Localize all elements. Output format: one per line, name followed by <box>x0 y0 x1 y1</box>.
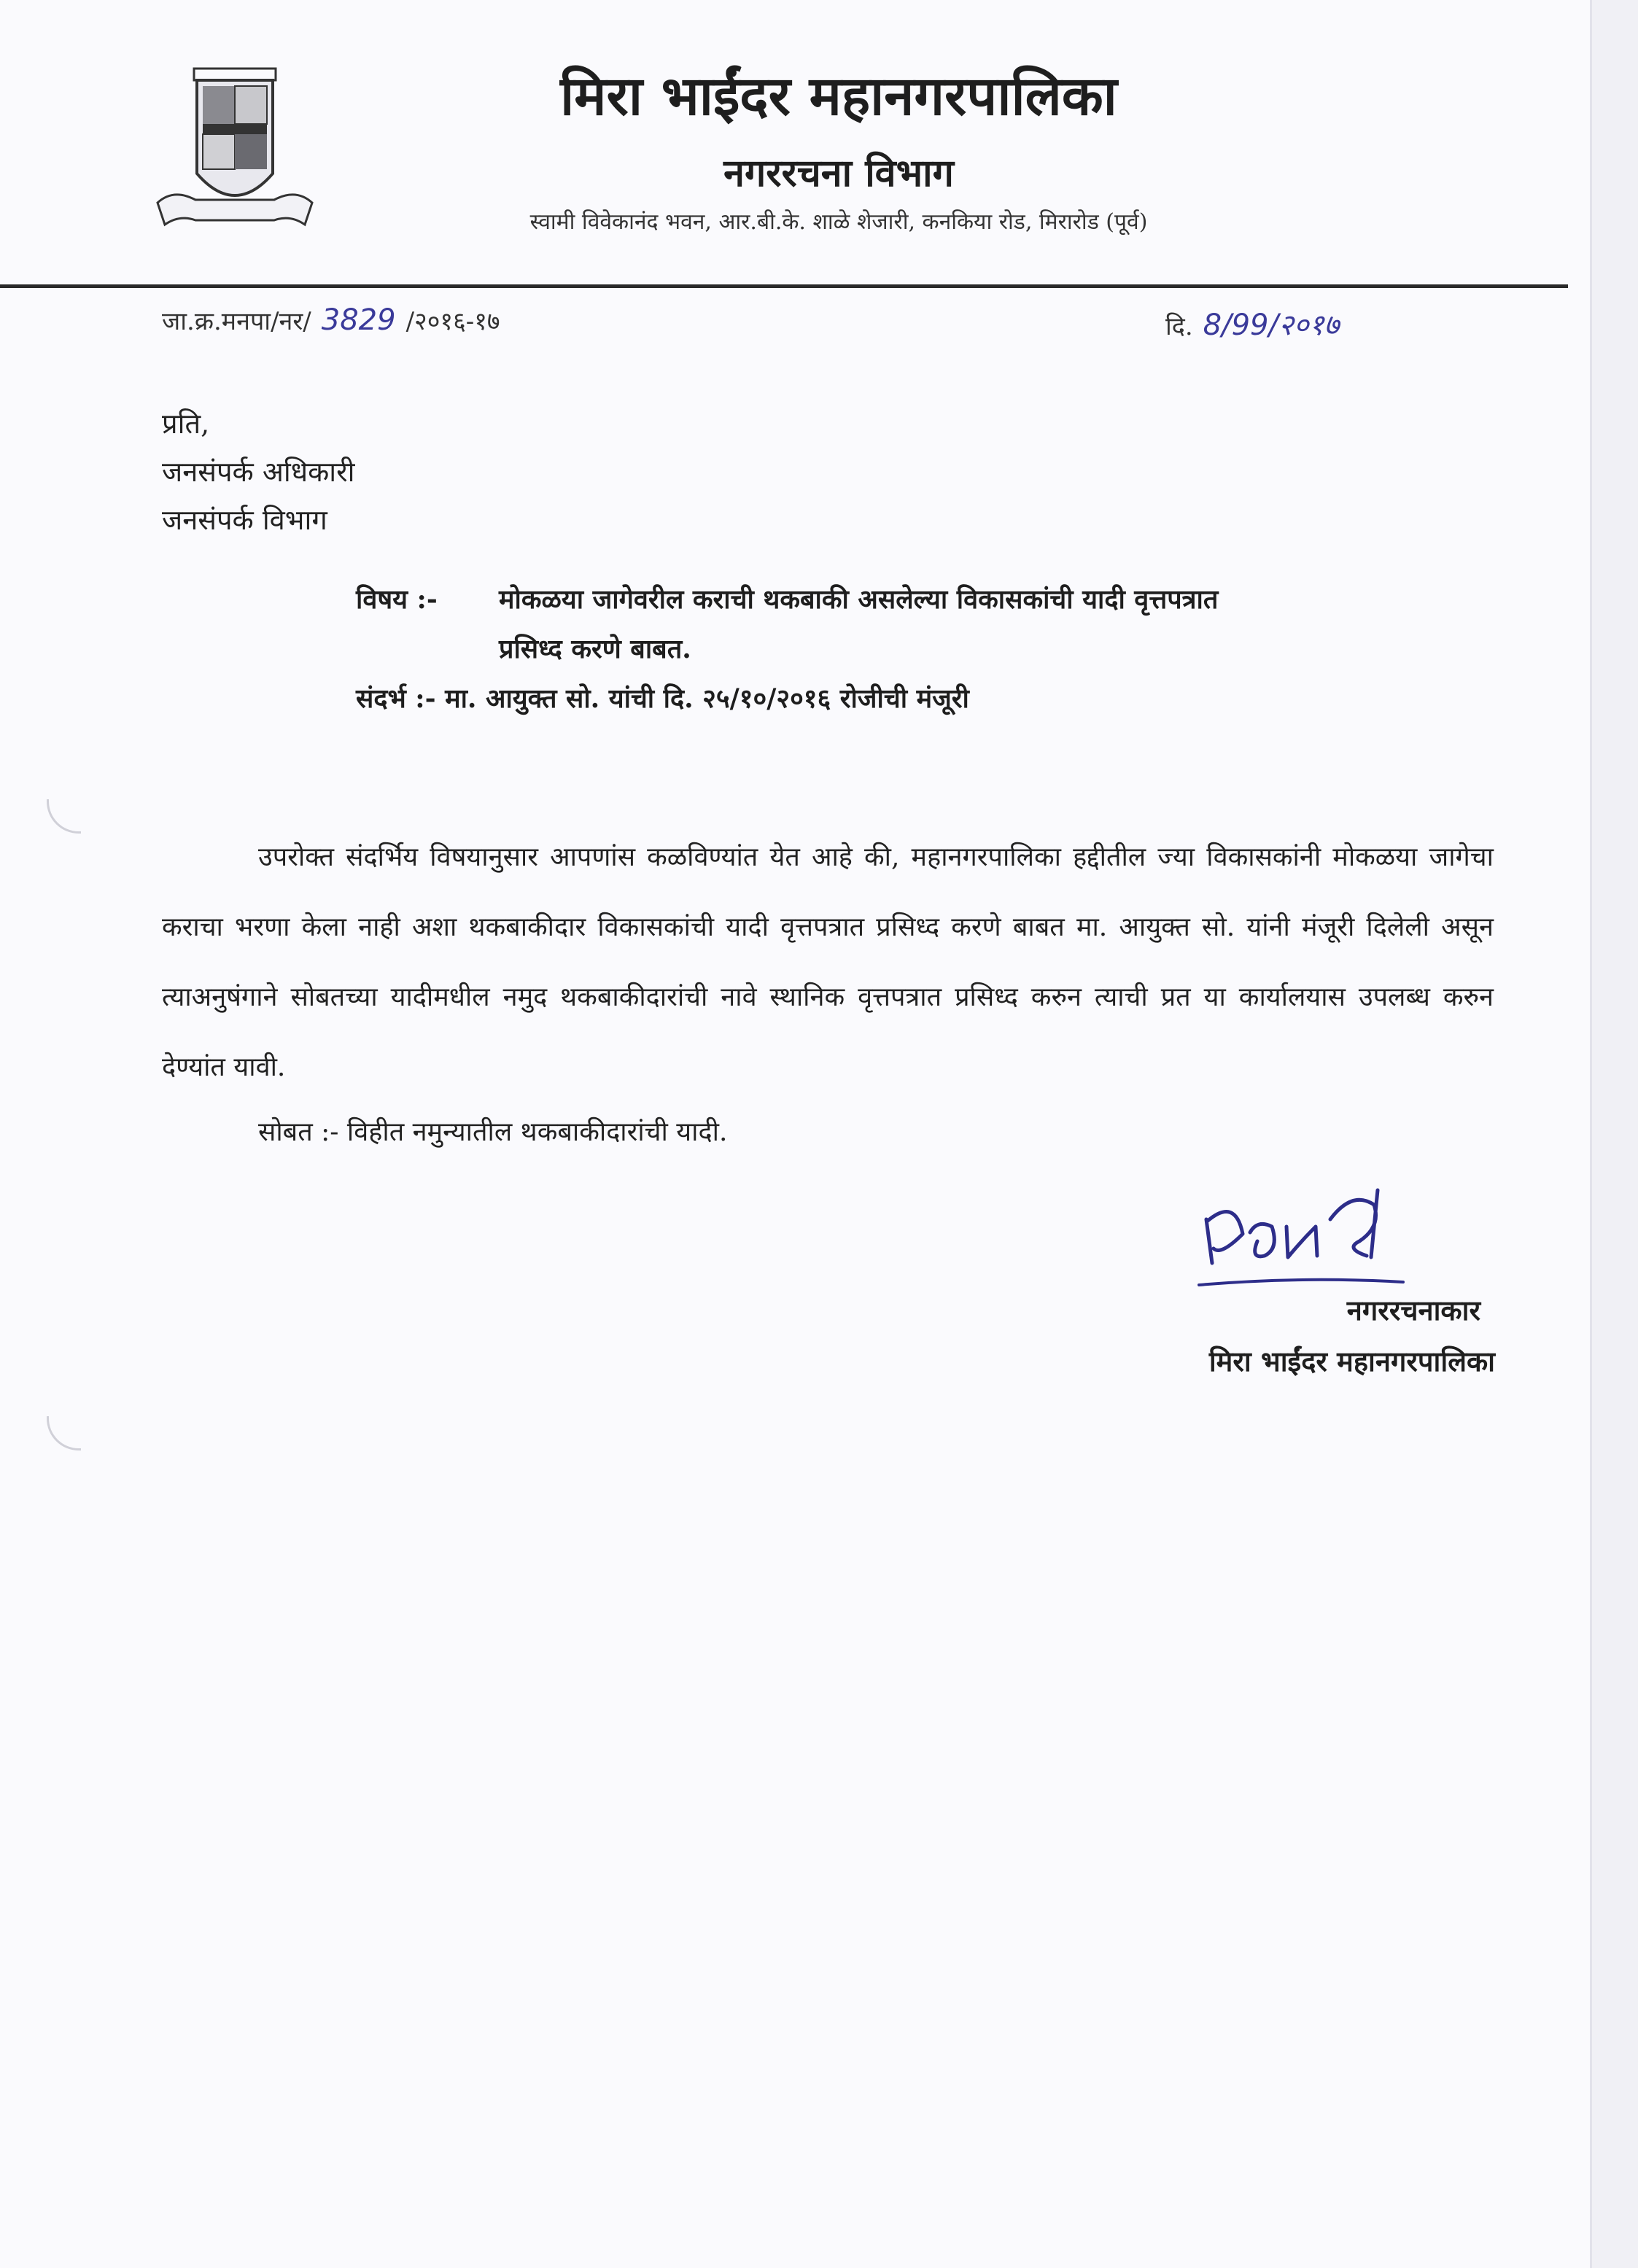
context-line <box>356 674 1494 723</box>
handwritten-signature <box>1192 1176 1410 1307</box>
reference-handwritten-number: 3829 <box>321 303 396 337</box>
date-label: दि. <box>1165 312 1193 341</box>
department-title: नगररचना विभाग <box>723 151 954 195</box>
context-text: मा. आयुक्त सो. यांची दि. २५/१०/२०१६ रोजीची मंजूरी <box>445 683 969 714</box>
recipient-department: जनसंपर्क विभाग <box>162 504 327 536</box>
letter-date <box>1165 303 1349 343</box>
subject-text: मोकळया जागेवरील कराची थकबाकी असलेल्या विकासकांची यादी वृत्तपत्रात <box>499 584 1219 615</box>
reference-number <box>162 303 500 337</box>
recipient-salutation: प्रति, <box>162 408 210 440</box>
subject-label: विषय :- <box>356 584 438 615</box>
office-address: स्वामी विवेकानंद भवन, आर.बी.के. शाळे शेजारी, कनकिया रोड, मिरारोड (पूर्व) <box>529 209 1148 235</box>
subject-block <box>356 575 1494 723</box>
header-divider <box>0 284 1568 288</box>
enclosure-note: सोबत :- विहीत नमुन्यातील थकबाकीदारांची यादी. <box>258 1117 728 1147</box>
letter-body: उपरोक्त संदर्भिय विषयानुसार आपणांस कळविण्यांत येत आहे की, महानगरपालिका हद्दीतील ज्या विकासकांनी मोकळया जागेचा कराचा भरणा केला नाही अशा थकबाकीदार विकासकांची यादी वृत्तपत्रात प्रसिध्द करणे बाबत मा. आयुक्त सो. यांनी मंजूरी दिलेली असून त्याअनुषंगाने सोबतच्या यादीमधील नमुद थकबाकीदारांची नावे स्थानिक वृत्तपत्रात प्रसिध्द करुन त्याची प्रत या कार्यालयास उपलब्ध करुन देण्यांत यावी. <box>162 842 1494 1082</box>
signatory-organization: मिरा भाईंदर महानगरपालिका <box>1208 1345 1495 1378</box>
recipient-designation: जनसंपर्क अधिकारी <box>162 456 355 488</box>
reference-year: /२०१६-१७ <box>405 307 500 336</box>
context-label: संदर्भ :- <box>356 683 436 714</box>
subject-line <box>356 575 1494 624</box>
punch-hole-mark <box>47 799 81 834</box>
subject-continuation: प्रसिध्द करणे बाबत. <box>499 634 691 664</box>
reference-prefix: जा.क्र.मनपा/नर/ <box>162 307 311 336</box>
date-handwritten-value: 8/99/२०१७ <box>1203 308 1340 342</box>
scanner-background <box>1592 0 1638 2268</box>
municipal-emblem <box>152 64 318 245</box>
org-title: मिरा भाईंदर महानगरपालिका <box>560 65 1117 128</box>
recipient-block <box>162 400 354 544</box>
punch-hole-mark <box>47 1416 81 1450</box>
signatory-designation: नगररचनाकार <box>1346 1294 1480 1327</box>
